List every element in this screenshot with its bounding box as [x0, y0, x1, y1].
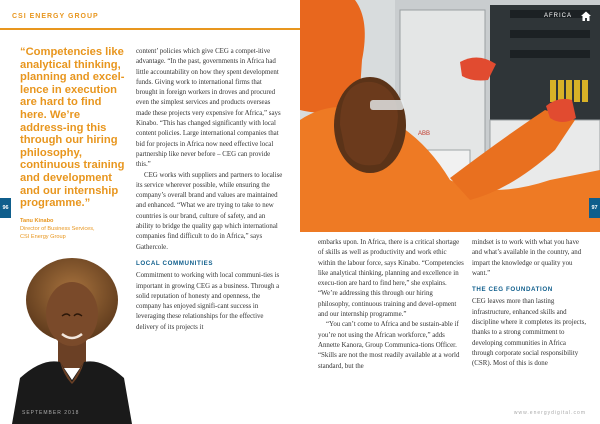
paragraph: CEG leaves more than lasting infrastructure, enhanced skills and discipline where it completes its projects, thanks to a strong commitment to developing communities in Africa through corporate social responsibility (CSR). Most of this is done: [472, 298, 587, 368]
right-page: [300, 0, 600, 424]
section-heading-ceg-foundation: THE CEG FOUNDATION: [472, 286, 553, 294]
paragraph: “You can’t come to Africa and be sustain-able if you’re not using the African workforce,” adds Annette Kanora, Group Communica-tions Officer. “Skills are not the most readily available at a world standard, but the: [318, 321, 460, 370]
text-column-3: [472, 238, 588, 370]
paragraph: content’ policies which give CEG a compet-itive advantage. “In the past, governments in Africa had little accountability on how they spent development funds. Giving work to international firms that brought in foreign workers in droves and procured even the simplest services and products overseas made these projects very expensive for Africa,” says Kinabo. “This has changed significantly with local content policies. Large international companies that bid for projects in Africa now need effective local partnership like never before – CEG can provide this.”: [136, 48, 281, 169]
footer-website: www.energydigital.com: [513, 410, 586, 416]
text-column-1: [136, 47, 284, 333]
portrait-photo: [12, 258, 132, 424]
attribution-name: Tanu Kinabo: [20, 218, 54, 224]
paragraph: CEG works with suppliers and partners to localise its service wherever possible, while ensuring the company’s overall brand and values are maintained and enhanced. “What we are trying to take to new countries is our brand, culture of safety, and an ability to bridge the quality gap which international companies find difficult to do in Africa,” says Gathercole.: [136, 171, 283, 251]
page-number-right: 97: [589, 198, 600, 218]
section-heading-local-communities: LOCAL COMMUNITIES: [136, 259, 214, 267]
section-label-africa: AFRICA: [543, 13, 572, 19]
attribution-title-line-1: Director of Business Services,: [20, 226, 95, 232]
home-icon: [580, 10, 592, 22]
paragraph: embarks upon. In Africa, there is a critical shortage of skills as well as productivity and work ethic within the labour force, says Kinabo. “Competencies like analytical thinking, planning and excellence in execu-tion are hard to find here,” she explains. “We’re addressing this through our hiring philosophy, continuous training and devel-opment and our internship programme.”: [318, 239, 464, 319]
text-column-2: [318, 238, 464, 372]
header-rule: [0, 28, 300, 30]
attribution-title-line-2: CSI Energy Group: [20, 234, 66, 240]
quote-attribution: [20, 217, 130, 241]
footer-date: SEPTEMBER 2018: [22, 410, 80, 416]
svg-text:ABB: ABB: [418, 131, 431, 137]
publication-header: CSI ENERGY GROUP: [12, 13, 99, 20]
pull-quote: “Competencies like analytical thinking, planning and excel-lence in execution are hard to find here. We’re address-ing this through our hiring philosophy, continuous training and development and our internship programme.”: [20, 46, 125, 210]
paragraph: mindset is to work with what you have and what’s available in the country, and impart the knowledge or quality you want.”: [472, 239, 582, 277]
engineer-photo: [300, 0, 600, 232]
paragraph: Commitment to working with local communi-ties is important in growing CEG as a business. Through a solid reputation of honesty and openness, the company has enjoyed signifi-cant success in leveraging these relationships for the effective delivery of its projects it: [136, 272, 280, 331]
page-number-left: 96: [0, 198, 11, 218]
